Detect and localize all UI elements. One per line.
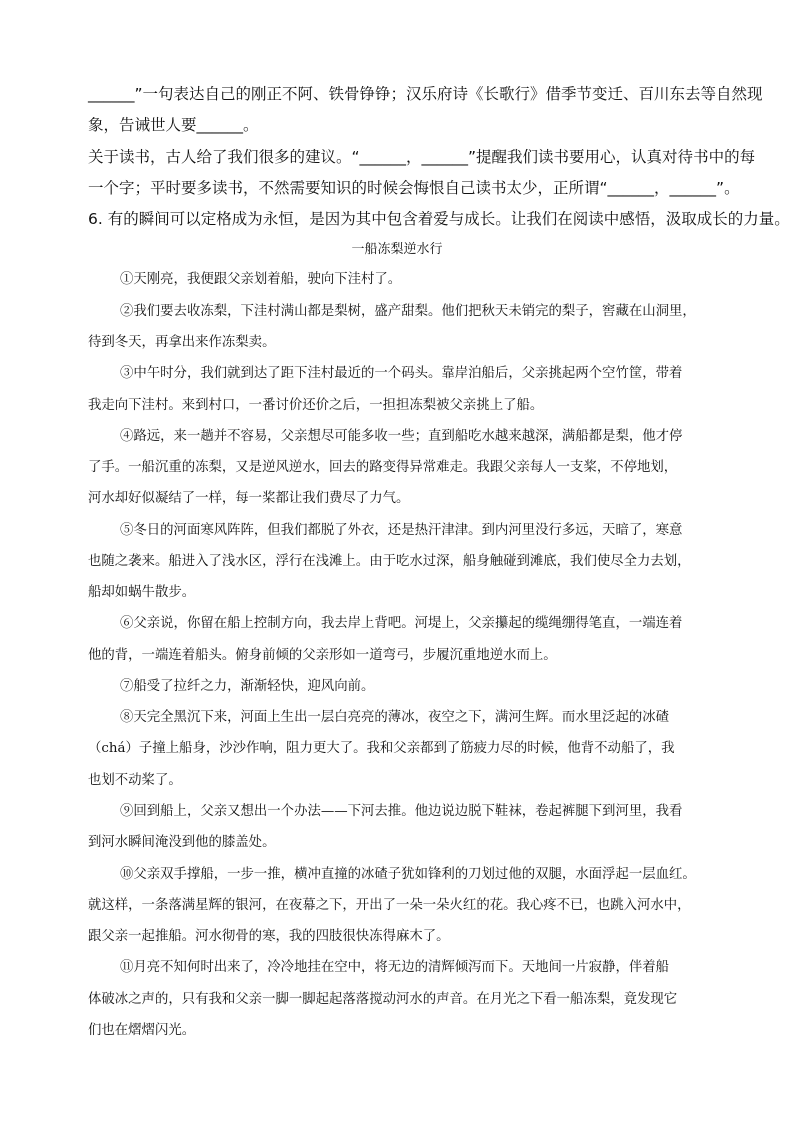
paragraph-line: ⑧天完全黑沉下来，河面上生出一层白亮亮的薄冰，夜空之下，满河生辉。而水里泛起的冰碴 [120, 710, 670, 725]
prompt-line: 一个字；平时要多读书，不然需要知识的时候会悔恨自己读书太少，正所谓“______，______”。 [88, 179, 740, 197]
paragraph-line: 船却如蜗牛散步。 [88, 585, 196, 600]
paragraph-line: ⑦船受了拉纤之力，渐渐轻快，迎风向前。 [120, 679, 375, 694]
paragraph-line: 待到冬天，再拿出来作冻梨卖。 [88, 335, 276, 350]
paragraph-line: 体破冰之声的，只有我和父亲一脚一脚起起落落搅动河水的声音。在月光之下看一船冻梨，竟发现它 [88, 992, 678, 1007]
question-6-line: 6. 有的瞬间可以定格成为永恒，是因为其中包含着爱与成长。让我们在阅读中感悟，汲取成长的力量。 [88, 210, 790, 228]
paragraph-line: ⑨回到船上，父亲又想出一个办法——下河去推。他边说边脱下鞋袜，卷起裤腿下到河里，我看 [120, 804, 683, 819]
paragraph-line: 也随之袭来。船进入了浅水区，浮行在浅滩上。由于吃水过深，船身触碰到滩底，我们使尽全力去划， [88, 554, 691, 569]
paragraph-line: ④路远，来一趟并不容易，父亲想尽可能多收一些；直到船吃水越来越深，满船都是梨，他才停 [120, 429, 683, 444]
paragraph-line: 了手。一船沉重的冻梨，又是逆风逆水，回去的路变得异常难走。我跟父亲每人一支桨，不停地划， [88, 460, 678, 475]
prompt-line: 象，告诫世人要______。 [88, 116, 259, 134]
paragraph-line: 河水却好似凝结了一样，每一桨都让我们费尽了力气。 [88, 491, 410, 506]
paragraph-line: 也划不动桨了。 [88, 773, 182, 788]
prompt-line: ______”一句表达自己的刚正不阿、铁骨铮铮；汉乐府诗《长歌行》借季节变迁、百川东去等自然现 [88, 85, 763, 103]
paragraph-line: 们也在熠熠闪光。 [88, 1023, 196, 1038]
paragraph-line: 跟父亲一起推船。河水彻骨的寒，我的四肢很快冻得麻木了。 [88, 929, 450, 944]
paragraph-line: ⑥父亲说，你留在船上控制方向，我去岸上背吧。河堤上，父亲攥起的缆绳绷得笔直，一端连着 [120, 616, 683, 631]
paragraph-line: ①天刚亮，我便跟父亲划着船，驶向下洼村了。 [120, 272, 402, 287]
paragraph-line: ③中午时分，我们就到达了距下洼村最近的一个码头。靠岸泊船后，父亲挑起两个空竹筐，带着 [120, 366, 683, 381]
paragraph-line: 到河水瞬间淹没到他的膝盖处。 [88, 835, 276, 850]
paragraph-line: ⑩父亲双手撑船，一步一推，横冲直撞的冰碴子犹如锋利的刀划过他的双腿，水面浮起一层血红。 [120, 867, 696, 882]
paragraph-line: 他的背，一端连着船头。俯身前倾的父亲形如一道弯弓，步履沉重地逆水而上。 [88, 648, 557, 663]
prompt-line: 关于读书，古人给了我们很多的建议。“______，______”提醒我们读书要用心，认真对待书中的每 [88, 148, 756, 166]
paragraph-line: （chá）子撞上船身，沙沙作响，阻力更大了。我和父亲都到了筋疲力尽的时候，他背不动船了，我 [88, 741, 675, 756]
paragraph-line: ⑤冬日的河面寒风阵阵，但我们都脱了外衣，还是热汗津津。到内河里没行多远，天暗了，寒意 [120, 523, 683, 538]
paragraph-line: ②我们要去收冻梨，下洼村满山都是梨树，盛产甜梨。他们把秋天未销完的梨子，窖藏在山洞里， [120, 304, 696, 319]
paragraph-line: 我走向下洼村。来到村口，一番讨价还价之后，一担担冻梨被父亲挑上了船。 [88, 398, 544, 413]
story-title: 一船冻梨逆水行 [351, 242, 443, 257]
paragraph-line: ⑪月亮不知何时出来了，冷冷地挂在空中，将无边的清辉倾泻而下。天地间一片寂静，伴着船 [120, 960, 670, 975]
paragraph-line: 就这样，一条落满星辉的银河，在夜幕之下，开出了一朵一朵火红的花。我心疼不已，也跳入河水中， [88, 898, 691, 913]
